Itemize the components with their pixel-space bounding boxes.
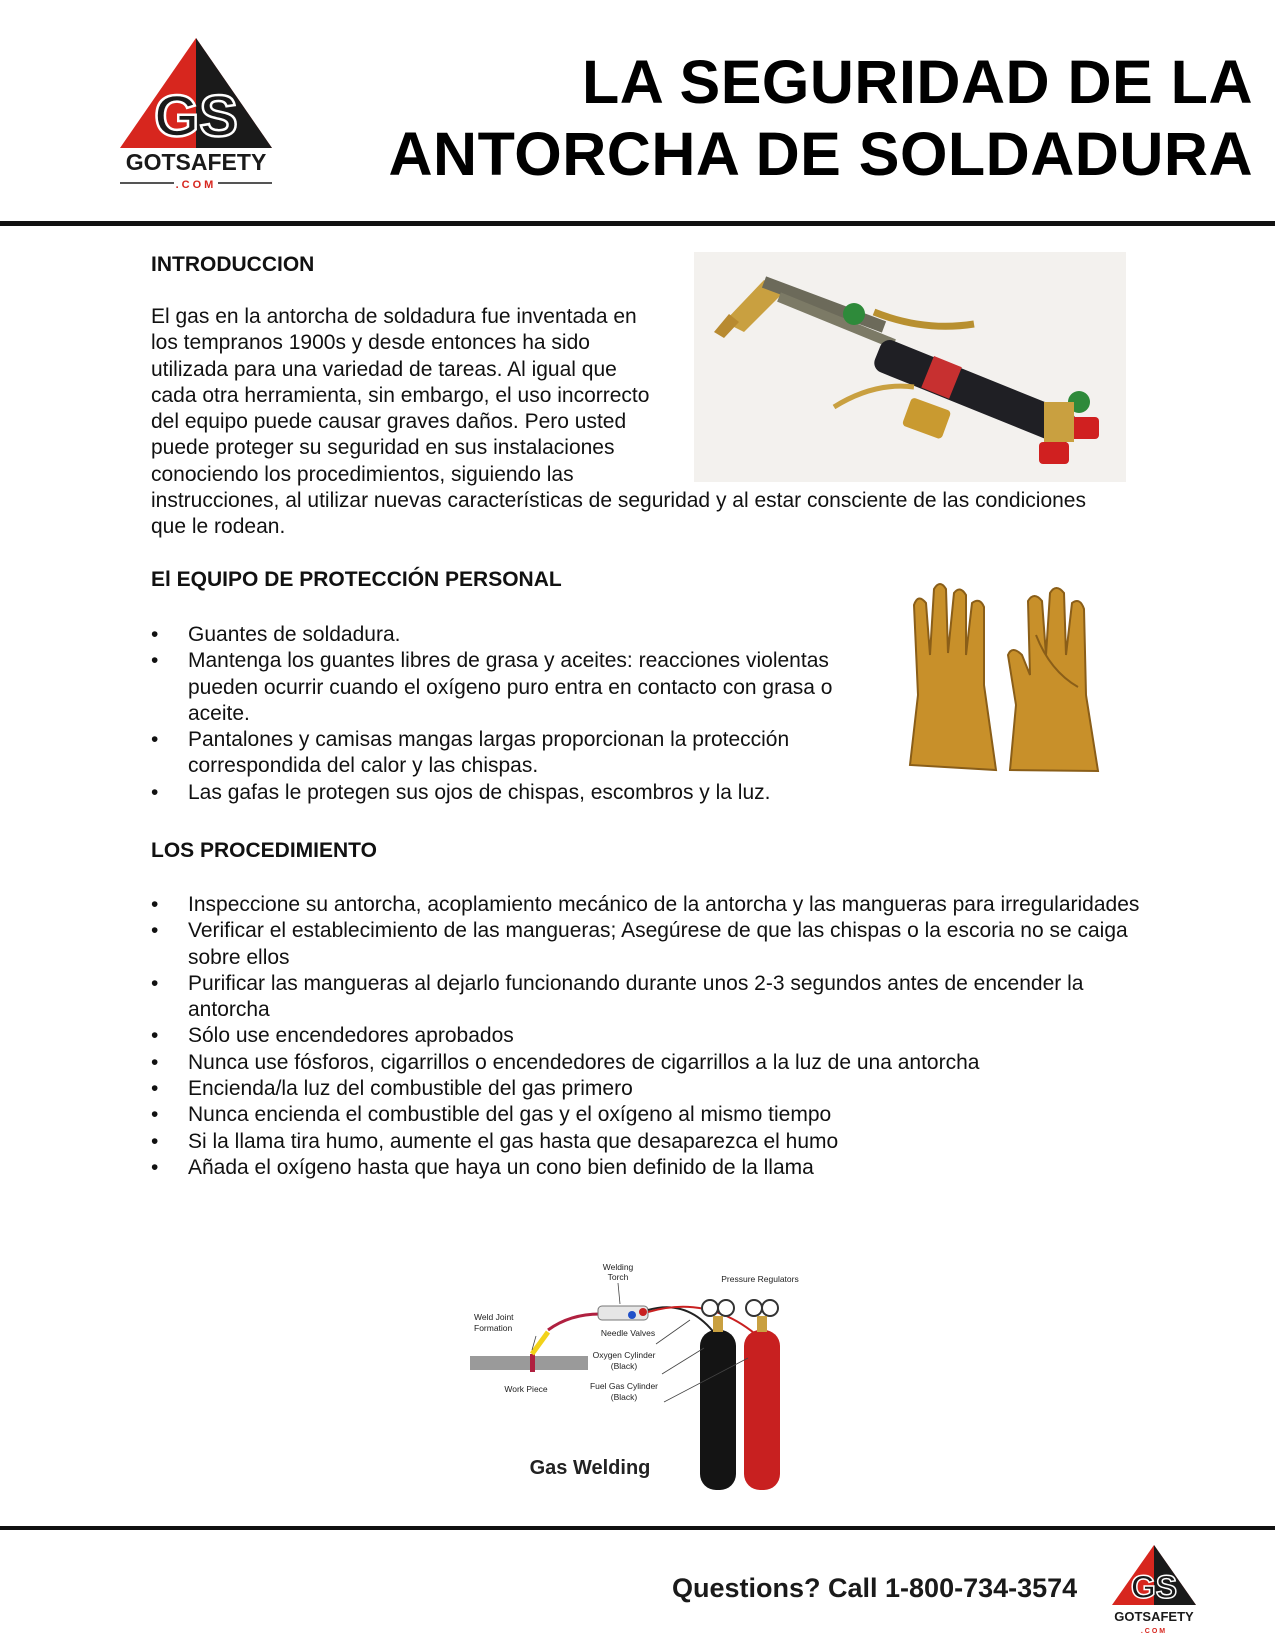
diagram-label: Pressure Regulators (721, 1274, 799, 1284)
gotsafety-logo-small (1108, 1545, 1200, 1635)
gotsafety-logo (112, 38, 280, 193)
logo-graphic (112, 38, 280, 193)
logo-mark: GS (154, 84, 238, 149)
list-item: • Encienda/la luz del combustible del gas primero (151, 1076, 1141, 1102)
diagram-label: Torch (607, 1272, 629, 1282)
procedures-heading: LOS PROCEDIMIENTO (151, 839, 377, 862)
list-item: • Nunca use fósforos, cigarrillos o encendedores de cigarrillos a la luz de una antorcha (151, 1050, 1141, 1076)
list-item: • Purificar las mangueras al dejarlo funcionando durante unos 2-3 segundos antes de encender la antorcha (151, 971, 1141, 1024)
list-item: • Mantenga los guantes libres de grasa y aceites: reacciones violentas pueden ocurrir cuando el oxígeno puro entra en contacto con grasa o aceite. (151, 648, 891, 727)
logo-text: GOTSAFETY (125, 149, 267, 175)
ppe-list (151, 622, 891, 806)
diagram-title: Gas Welding (529, 1457, 651, 1479)
list-item: • Inspeccione su antorcha, acoplamiento mecánico de la antorcha y las mangueras para irregularidades (151, 892, 1141, 918)
intro-image-spacer (676, 248, 1116, 488)
list-item: • Verificar el establecimiento de las mangueras; Asegúrese de que las chispas o la escoria no se caiga sobre ellos (151, 918, 1141, 971)
logo-sub-small: .COM (1140, 1628, 1168, 1635)
list-item: • Pantalones y camisas mangas largas proporcionan la protección correspondida del calor y las chispas. (151, 727, 891, 780)
diagram-label: Formation (474, 1323, 513, 1333)
gas-welding-diagram (460, 1258, 830, 1498)
page-title (353, 46, 1253, 190)
diagram-label: Needle Valves (600, 1328, 656, 1338)
intro-text: El gas en la antorcha de soldadura fue inventada en los tempranos 1900s y desde entonces ha sido utilizada para una variedad de tareas. Al igual que cada otra herramienta, sin embargo, el uso incorrecto del equipo puede causar graves daños. Pero usted puede proteger su seguridad en sus instalaciones conociendo los procedimientos, siguiendo las instrucciones, al utilizar nuevas características de seguridad y al estar consciente de las condiciones que le rodean. (151, 305, 1086, 539)
title-line-2: ANTORCHA DE SOLDADURA (388, 120, 1253, 188)
list-item: • Añada el oxígeno hasta que haya un cono bien definido de la llama (151, 1155, 1141, 1181)
logo-text-small: GOTSAFETY (1114, 1609, 1194, 1624)
ppe-heading: El EQUIPO DE PROTECCIÓN PERSONAL (151, 568, 562, 591)
diagram-label: Fuel Gas Cylinder (589, 1381, 659, 1391)
footer-divider (0, 1526, 1275, 1530)
welding-gloves-image (900, 575, 1110, 795)
header-divider (0, 221, 1275, 226)
list-item: • Guantes de soldadura. (151, 622, 891, 648)
diagram-label: (Black) (610, 1361, 638, 1371)
intro-heading: INTRODUCCION (151, 253, 315, 276)
list-item: • Si la llama tira humo, aumente el gas hasta que desaparezca el humo (151, 1129, 1141, 1155)
title-line-1: LA SEGURIDAD DE LA (582, 48, 1253, 116)
diagram-label: Weld Joint (474, 1312, 514, 1322)
procedures-list (151, 892, 1141, 1181)
footer-phone: Questions? Call 1-800-734-3574 (672, 1573, 1078, 1603)
diagram-label: Work Piece (504, 1384, 548, 1394)
intro-body (151, 304, 1126, 541)
logo-sub: .COM (175, 179, 217, 191)
diagram-label: Oxygen Cylinder (592, 1350, 656, 1360)
list-item: • Sólo use encendedores aprobados (151, 1023, 1141, 1049)
logo-mark-small: GS (1130, 1569, 1178, 1605)
list-item: • Las gafas le protegen sus ojos de chispas, escombros y la luz. (151, 780, 891, 806)
diagram-label: (Black) (610, 1392, 638, 1402)
list-item: • Nunca encienda el combustible del gas y el oxígeno al mismo tiempo (151, 1102, 1141, 1128)
diagram-label: Welding (602, 1262, 634, 1272)
